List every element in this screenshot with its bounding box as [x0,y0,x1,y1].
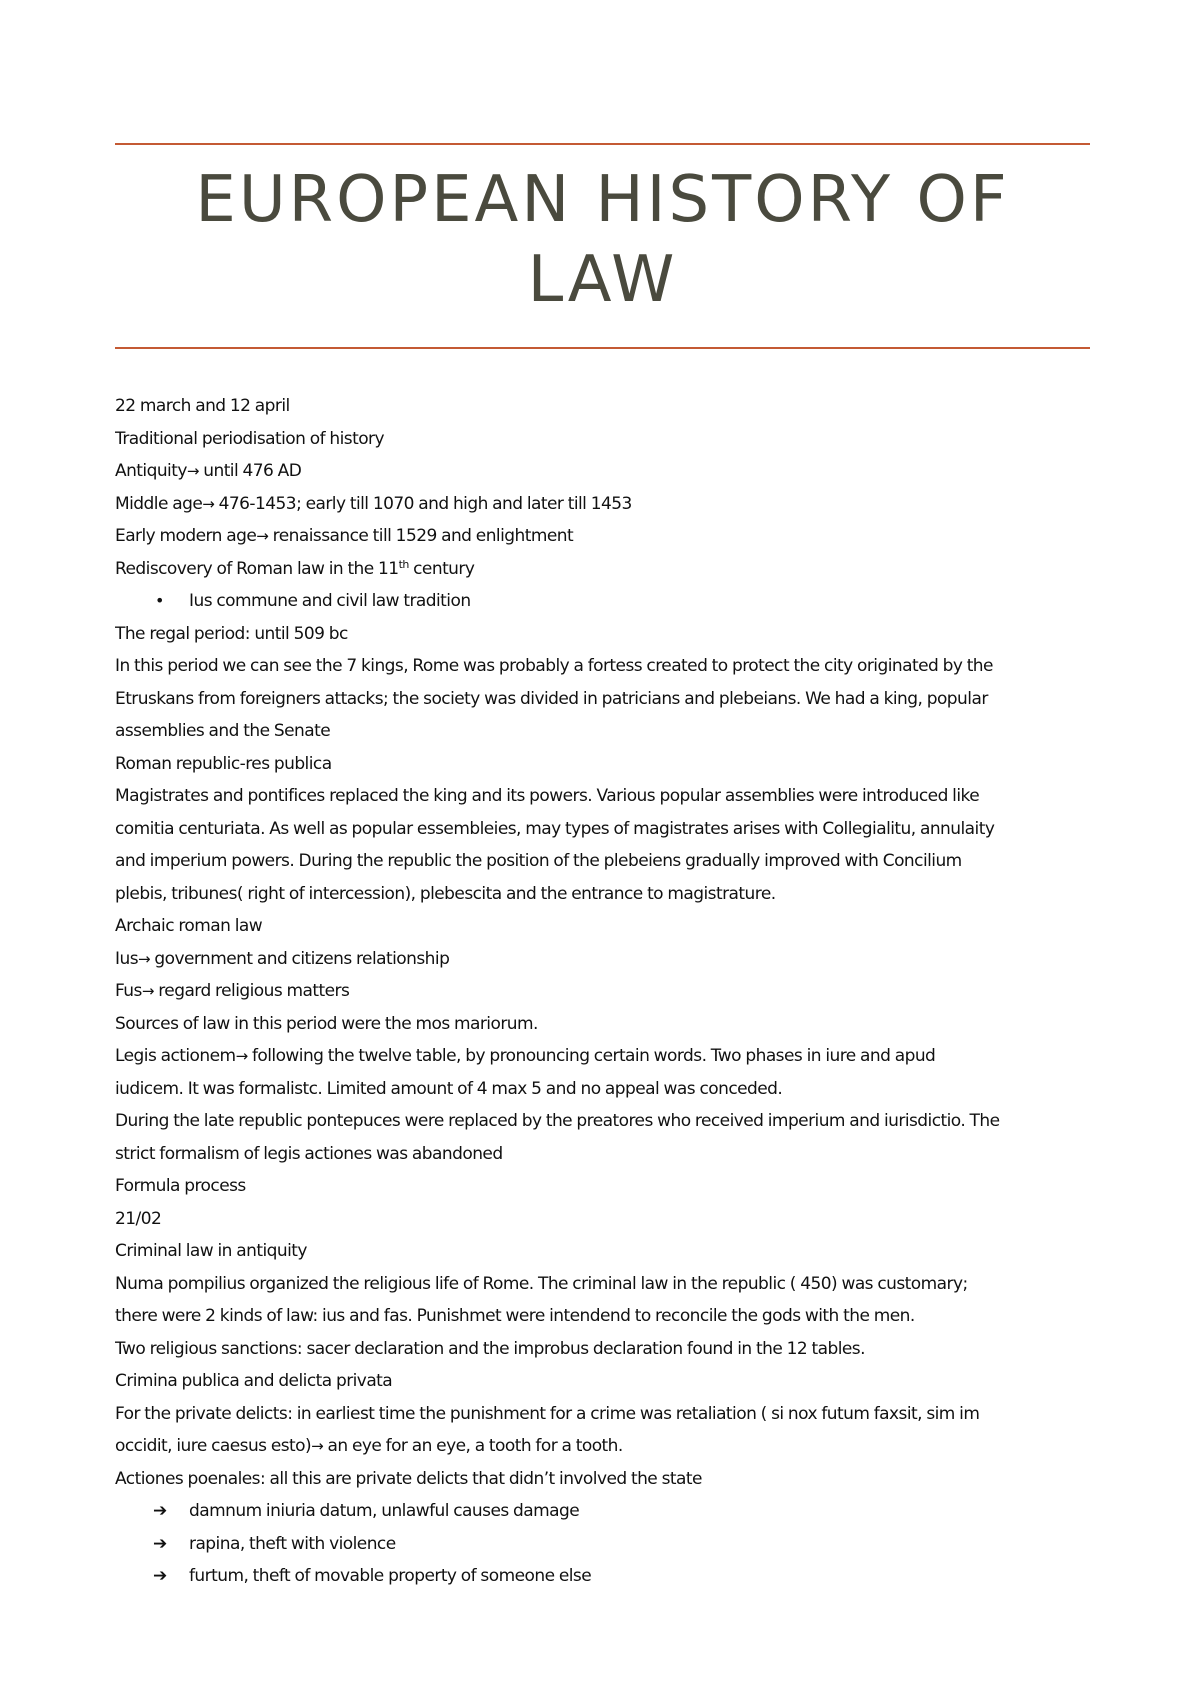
line-segment: furtum, theft of movable property of someone else [189,1566,592,1586]
line-segment: an eye for an eye, a tooth for a tooth. [323,1436,623,1456]
line-segment: damnum iniuria datum, unlawful causes damage [189,1501,580,1521]
arrow-bullet-icon: ➔ [153,1501,167,1521]
arrow-list-item [115,1528,1095,1561]
line-segment: rapina, theft with violence [189,1533,396,1554]
line-segment: Legis actionem [115,1046,236,1066]
text-line: Magistrates and pontifices replaced the king and its powers. Various popular assemblies were introduced like [115,786,980,806]
text-line: Crimina publica and delicta privata [115,1371,393,1391]
text-line [115,455,1095,488]
bullet-icon: • [155,591,164,610]
text-line: Etruskans from foreigners attacks; the society was divided in patricians and plebeians. We had a king, popular [115,688,988,709]
text-line: comitia centuriata. As well as popular essembleies, may types of magistrates arises with Collegialitu, annulaity [115,818,995,839]
arrow-bullet-icon: ➔ [153,1566,167,1586]
text-line [115,1430,1095,1463]
right-arrow-icon: → [141,982,154,1000]
text-line: Two religious sanctions: sacer declaration and the improbus declaration found in the 12 tables. [115,1338,865,1359]
line-segment: 476-1453; early till 1070 and high and later till 1453 [214,493,632,514]
text-line: Roman republic-res publica [115,753,332,774]
line-segment: until 476 AD [198,461,302,481]
right-arrow-icon: → [311,1437,324,1455]
line-segment: Rediscovery of Roman law in the 11 [115,558,399,579]
line-segment: Ius commune and civil law tradition [189,591,471,611]
text-line [115,520,1095,553]
text-line [115,943,1095,976]
text-line: In this period we can see the 7 kings, Rome was probably a fortess created to protect the city originated by the [115,656,993,676]
right-arrow-icon: → [256,527,269,545]
text-line: and imperium powers. During the republic the position of the plebeiens gradually improved with Concilium [115,851,962,871]
text-line: 22 march and 12 april [115,396,290,416]
text-line: plebis, tribunes( right of intercession), plebescita and the entrance to magistrature. [115,883,776,904]
text-line: Criminal law in antiquity [115,1241,307,1261]
line-segment: government and citizens relationship [150,948,450,969]
line-segment: renaissance till 1529 and enlightment [268,526,574,546]
line-segment: Fus [115,981,142,1001]
text-line [115,553,1095,586]
document-title [115,160,1090,320]
text-line: For the private delicts: in earliest time the punishment for a crime was retaliation ( si nox futum faxsit, sim im [115,1403,980,1424]
arrow-list-item [115,1495,1095,1528]
text-line: Traditional periodisation of history [115,428,384,449]
right-arrow-icon: → [202,494,215,513]
text-line: The regal period: until 509 bc [115,623,348,644]
text-line: Actiones poenales: all this are private delicts that didn’t involved the state [115,1468,702,1489]
line-segment: following the twelve table, by pronouncing certain words. Two phases in iure and apud [247,1046,936,1066]
text-line: 21/02 [115,1208,162,1229]
arrow-list-item [115,1560,1095,1593]
text-line [115,1040,1095,1073]
title-line-2: LAW [527,243,678,317]
superscript: th [398,557,409,571]
line-segment: Middle age [115,493,203,514]
line-segment: Ius [115,948,138,969]
right-arrow-icon: → [186,462,199,480]
text-line: During the late republic pontepuces were replaced by the preatores who received imperium and iurisdictio. The [115,1111,1000,1131]
line-segment: regard religious matters [153,981,350,1001]
right-arrow-icon: → [138,949,151,968]
text-line: strict formalism of legis actiones was abandoned [115,1143,503,1164]
right-arrow-icon: → [235,1047,248,1065]
title-line-1: EUROPEAN HISTORY OF [195,163,1010,237]
line-segment: century [408,558,475,579]
text-line: Formula process [115,1176,246,1196]
title-top-rule [115,143,1090,145]
title-bottom-rule [115,347,1090,349]
text-line: Sources of law in this period were the mos mariorum. [115,1013,538,1034]
line-segment: Antiquity [115,461,187,481]
bullet-list-item [115,585,1095,618]
text-line: Numa pompilius organized the religious life of Rome. The criminal law in the republic ( 450) was customary; [115,1273,968,1294]
arrow-bullet-icon: ➔ [153,1533,167,1554]
line-segment: Early modern age [115,526,257,546]
text-line: iudicem. It was formalistc. Limited amount of 4 max 5 and no appeal was conceded. [115,1078,783,1099]
line-segment: occidit, iure caesus esto) [115,1436,312,1456]
text-line: assemblies and the Senate [115,721,331,741]
text-line [115,975,1095,1008]
document-body [115,390,1095,1593]
text-line: there were 2 kinds of law: ius and fas. Punishmet were intendend to reconcile the gods with the men. [115,1306,915,1326]
text-line [115,488,1095,521]
text-line: Archaic roman law [115,916,263,936]
